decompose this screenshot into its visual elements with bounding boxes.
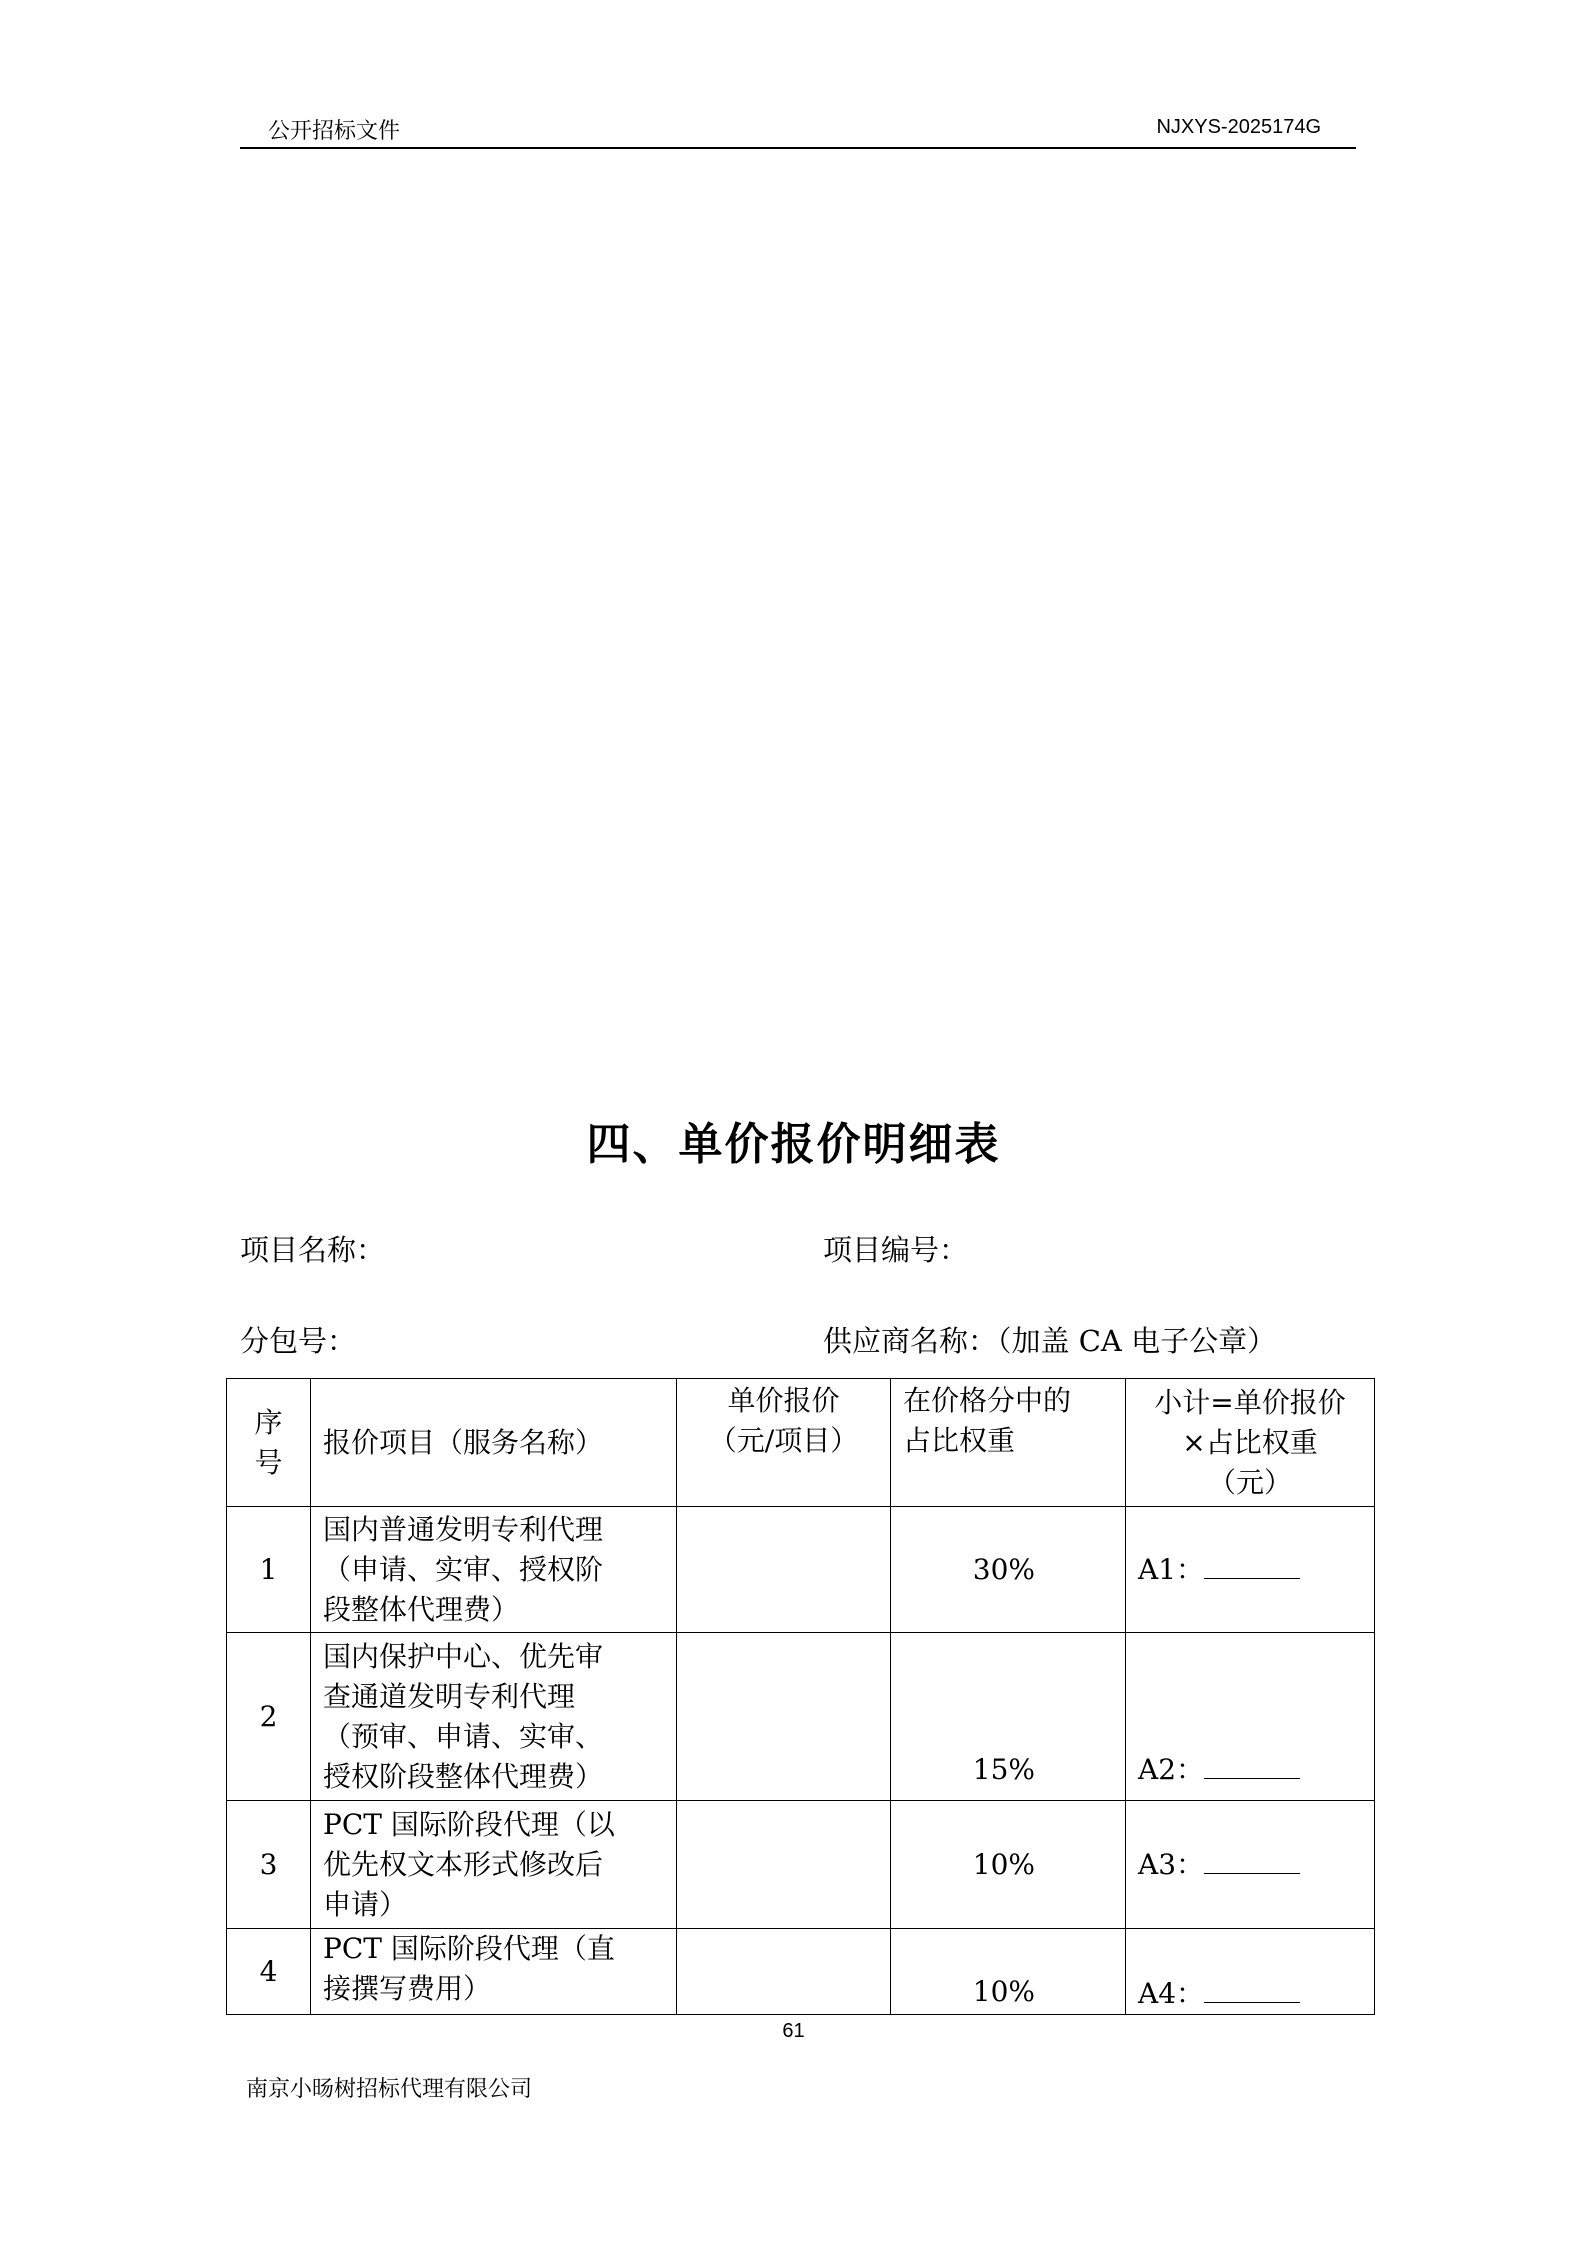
row-no: 2 (227, 1633, 311, 1801)
row-subtotal[interactable] (1126, 1633, 1375, 1801)
row-no: 1 (227, 1507, 311, 1633)
row-no: 3 (227, 1801, 311, 1929)
col-header-no (227, 1379, 311, 1507)
row-unit-price[interactable] (677, 1633, 891, 1801)
row-subtotal[interactable] (1126, 1929, 1375, 2015)
row-weight: 30% (891, 1507, 1126, 1633)
price-table (226, 1378, 1375, 2015)
row-unit-price[interactable] (677, 1507, 891, 1633)
row-item-line: （预审、申请、实审、 (323, 1719, 604, 1753)
project-name-label: 项目名称： (240, 1233, 386, 1267)
col-header-sub-line1: 小计=单价报价 (1154, 1385, 1346, 1419)
row-subtotal[interactable] (1126, 1507, 1375, 1633)
col-header-weight (891, 1379, 1126, 1507)
table-row (227, 1507, 1375, 1633)
page-number: 61 (782, 2020, 805, 2042)
table-row (227, 1801, 1375, 1929)
col-header-sub-line2: ×占比权重 (1182, 1425, 1318, 1459)
subtotal-blank[interactable] (1204, 1752, 1300, 1779)
col-header-weight-line1: 在价格分中的 (903, 1384, 1072, 1417)
col-header-item (311, 1379, 677, 1507)
col-header-no-line1: 序 (254, 1405, 283, 1439)
header-doc-type: 公开招标文件 (268, 119, 401, 144)
col-header-sub-line3: （元） (1207, 1465, 1292, 1499)
row-unit-price[interactable] (677, 1801, 891, 1929)
table-row (227, 1929, 1375, 2015)
project-code-label: 项目编号： (823, 1233, 969, 1267)
row-item-line: 段整体代理费） (323, 1592, 520, 1626)
table-header-row (227, 1379, 1375, 1507)
header-divider (240, 147, 1356, 149)
table-row (227, 1633, 1375, 1801)
package-no-label: 分包号： (240, 1324, 357, 1358)
row-item-line: 优先权文本形式修改后 (323, 1847, 604, 1881)
row-subtotal-label: A2： (1138, 1753, 1205, 1786)
row-subtotal-label: A1： (1138, 1552, 1205, 1586)
page-title: 四、单价报价明细表 (586, 1119, 1001, 1170)
row-item (311, 1507, 677, 1633)
row-weight: 15% (891, 1633, 1126, 1801)
row-item-line: PCT 国际阶段代理（直 (323, 1932, 615, 1965)
supplier-label: 供应商名称：（加盖 CA 电子公章） (823, 1324, 1277, 1358)
footer-company: 南京小旸树招标代理有限公司 (246, 2077, 533, 2102)
row-item-line: 国内保护中心、优先审 (323, 1639, 604, 1673)
subtotal-blank[interactable] (1204, 1847, 1300, 1874)
row-item (311, 1929, 677, 2015)
col-header-unit-price (677, 1379, 891, 1507)
col-header-subtotal (1126, 1379, 1375, 1507)
row-item-line: 查通道发明专利代理 (323, 1679, 576, 1713)
row-subtotal-label: A3： (1138, 1847, 1205, 1881)
row-item-line: PCT 国际阶段代理（以 (323, 1807, 615, 1841)
col-header-weight-line2: 占比权重 (903, 1424, 1016, 1457)
col-header-unit-line1: 单价报价 (727, 1384, 840, 1417)
row-item-line: 接撰写费用） (323, 1972, 492, 2005)
row-weight: 10% (891, 1929, 1126, 2015)
subtotal-blank[interactable] (1204, 1552, 1300, 1579)
col-header-item-text: 报价项目（服务名称） (323, 1425, 604, 1459)
col-header-unit-line2: （元/项目） (708, 1424, 859, 1457)
row-item-line: 申请） (323, 1887, 408, 1921)
row-item-line: 国内普通发明专利代理 (323, 1512, 604, 1546)
header-doc-number: NJXYS-2025174G (1156, 116, 1321, 138)
col-header-no-line2: 号 (254, 1445, 283, 1479)
row-item-line: （申请、实审、授权阶 (323, 1552, 604, 1586)
row-subtotal[interactable] (1126, 1801, 1375, 1929)
row-item (311, 1633, 677, 1801)
row-item-line: 授权阶段整体代理费） (323, 1759, 604, 1793)
row-weight: 10% (891, 1801, 1126, 1929)
row-item (311, 1801, 677, 1929)
row-no: 4 (227, 1929, 311, 2015)
subtotal-blank[interactable] (1204, 1976, 1300, 2003)
row-unit-price[interactable] (677, 1929, 891, 2015)
row-subtotal-label: A4： (1138, 1977, 1205, 2010)
